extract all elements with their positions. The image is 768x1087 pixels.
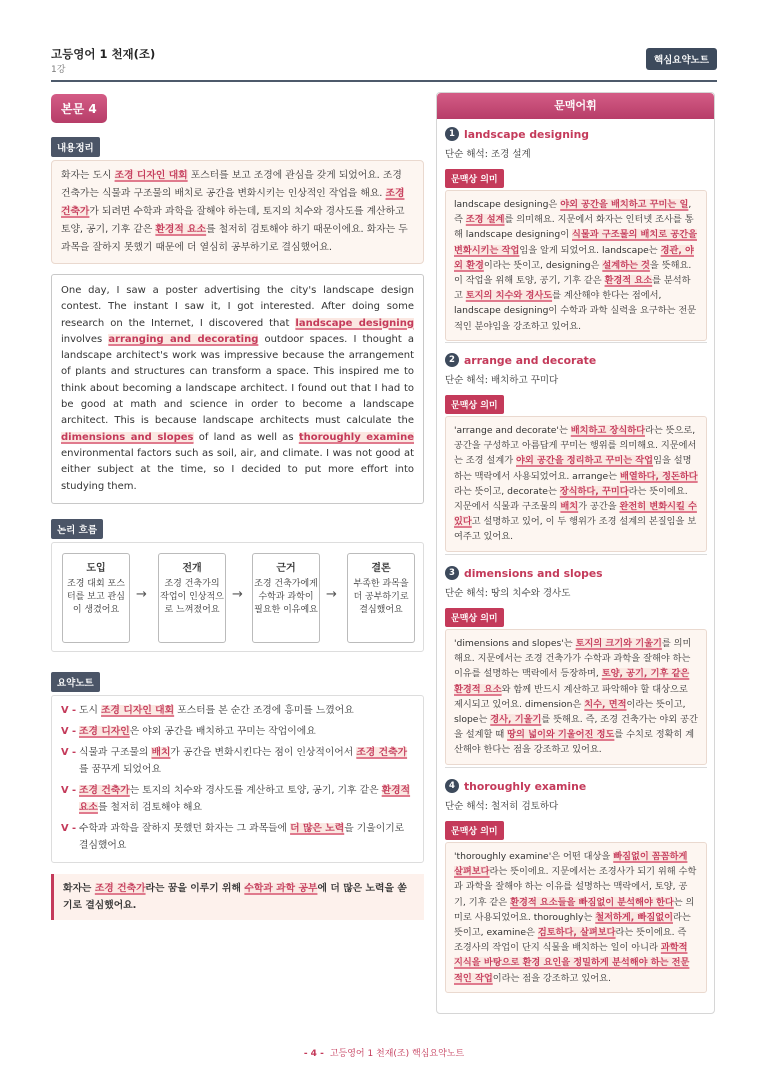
highlighted-phrase: 땅의 넓이와 기울어진 정도 (507, 729, 615, 741)
flow-step-intro (62, 553, 130, 643)
vocab-entry (445, 127, 707, 341)
flow-step-desc: 조경 대회 포스터를 보고 관심이 생겼어요 (67, 578, 125, 615)
highlighted-phrase: 설계하는 것 (602, 259, 650, 271)
text-segment: 에 더 많은 노력을 쏟기로 결심했어요. (63, 882, 407, 911)
arrow-right-icon: → (136, 586, 147, 602)
highlighted-phrase: 환경적 요소 (604, 275, 653, 287)
vocab-number: 3 (445, 566, 459, 580)
highlighted-phrase: 조경 건축가 (79, 784, 130, 796)
summary-notes (51, 695, 424, 863)
highlighted-phrase: 더 많은 노력 (290, 822, 345, 834)
context-meaning-text (454, 851, 696, 984)
highlighted-phrase: 장식하다, 꾸미다 (559, 485, 629, 497)
text-segment: , 즉 (454, 199, 692, 226)
context-meaning-text (454, 425, 698, 542)
conclusion-box (51, 874, 424, 920)
vocab-divider (445, 767, 707, 768)
text-segment: 를 의미해요. 지문에서 화자는 인터넷 조사를 통해 landscape designing이 (454, 214, 694, 241)
note-item (61, 723, 414, 740)
text-segment: 를 철저히 검토해야 하기 때문이에요. 화자는 두 과목을 잘하지 못했기 때문에 더 열심히 공부하기로 결심했어요. (61, 224, 408, 253)
highlighted-phrase: 수학과 과학 공부 (244, 882, 318, 894)
highlighted-phrase: 배치 (560, 501, 579, 513)
text-segment: 이라는 뜻이고, designing은 (483, 259, 603, 271)
highlighted-phrase: 배열하다, 정돈하다 (619, 470, 698, 482)
highlighted-phrase: 조경 건축가 (94, 882, 146, 894)
text-segment: 라는 뜻으로, 공간을 구성하고 아름답게 꾸미는 행위를 의미해요. 지문에서는 조경 설계가 (454, 425, 697, 467)
highlighted-phrase: 경관, 야외 환경 (454, 244, 694, 271)
header-divider (51, 80, 717, 82)
arrow-right-icon: → (326, 586, 337, 602)
summary-text (61, 170, 408, 253)
highlighted-phrase: 경사, 기울기 (490, 714, 542, 726)
text-segment: 이라는 뜻이고, slope는 (454, 698, 686, 726)
text-segment: 포스터를 보고 조경에 관심을 갖게 되었어요. 조경 건축가는 식물과 구조물의 배치로 공간을 변화시키는 인상적인 작업을 해요. (61, 170, 402, 199)
highlighted-phrase: 토지의 치수와 경사도 (465, 290, 553, 302)
check-marker: V - (61, 725, 77, 737)
highlighted-phrase: 조경 설계 (465, 214, 505, 226)
vocab-term: dimensions and slopes (464, 566, 603, 580)
flow-tag: 논리 흐름 (51, 519, 103, 539)
highlighted-phrase: 치수, 면적 (584, 698, 627, 710)
text-segment: of land as well as (193, 431, 299, 443)
flow-step-desc: 조경 건축가에게 수학과 과학이 필요한 이유예요 (254, 578, 318, 615)
vocab-entry (445, 353, 707, 552)
highlighted-phrase: 과학적 지식을 바탕으로 환경 요인을 정밀하게 분석해야 하는 전문적인 작업 (454, 942, 690, 984)
english-passage (51, 274, 424, 504)
highlighted-phrase: 조경 디자인 대회 (114, 170, 188, 181)
context-meaning-text (454, 199, 697, 332)
check-marker: V - (61, 746, 77, 758)
text-segment: involves (61, 333, 109, 345)
check-marker: V - (61, 784, 77, 796)
flow-step-title: 근거 (276, 562, 296, 574)
highlighted-phrase: thoroughly examine (298, 431, 415, 443)
vocab-term: thoroughly examine (464, 779, 587, 793)
context-meaning-tag: 문맥상 의미 (445, 169, 504, 188)
document-title: 고등영어 1 천재(조) (51, 47, 156, 61)
text-segment: 를 수치로 정확히 계산해야 한다는 점을 강조하고 있어요. (454, 729, 695, 756)
highlighted-phrase: 빠짐없이 꼼꼼하게 살펴보다 (454, 851, 688, 878)
text-segment: 는 토지의 치수와 경사도를 계산하고 토양, 공기, 기후 같은 (129, 784, 382, 796)
vocab-number: 2 (445, 353, 459, 367)
lesson-label: 1강 (51, 65, 66, 75)
context-meaning-text (454, 638, 698, 755)
highlighted-phrase: 야외 공간을 배치하고 꾸미는 일 (560, 199, 689, 210)
text-segment: 고 설명하고 있어, 이 두 행위가 조경 설계의 본질임을 보여주고 있어요. (454, 516, 697, 543)
text-segment: 와 함께 반드시 계산하고 파악해야 할 대상으로 제시되고 있어요. dimension은 (454, 683, 688, 710)
vocab-simple-meaning: 단순 해석: 땅의 치수와 경사도 (445, 588, 571, 599)
text-segment: 를 의미해요. 지문에서는 조경 건축가가 수학과 과학을 잘해야 하는 이유를 설명하는 맥락에서 등장하며, (454, 638, 692, 680)
flow-step-conclusion (347, 553, 415, 643)
note-text (79, 723, 414, 740)
flow-step-development (158, 553, 226, 643)
vocab-term: arrange and decorate (464, 353, 597, 367)
conclusion-text (63, 883, 407, 911)
vocab-term: landscape designing (464, 127, 590, 141)
text-segment: One day, I saw a poster advertising the city's landscape design contest. The instant I saw it, I got interested. After doing some research on the Internet, I discovered that (61, 285, 414, 329)
context-meaning-box (445, 629, 707, 765)
vocab-simple-meaning: 단순 해석: 배치하고 꾸미다 (445, 375, 559, 386)
text-segment: 라는 뜻이고, decorate는 (454, 485, 560, 497)
highlighted-phrase: arranging and decorating (108, 333, 259, 345)
arrow-right-icon: → (232, 586, 243, 602)
text-segment: 수학과 과학을 잘하지 못했던 화자는 그 과목들에 (79, 822, 291, 834)
text-segment: 임을 알게 되었어요. landscape는 (519, 244, 661, 256)
note-item (61, 702, 414, 719)
text-segment: 'dimensions and slopes'는 (454, 638, 576, 649)
text-segment: 는 의미로 사용되었어요. thoroughly는 (454, 896, 695, 923)
text-segment: 화자는 도시 (61, 170, 115, 181)
text-segment: 가 공간을 (578, 501, 620, 513)
section-title: 본문 4 (51, 94, 107, 123)
text-segment: 은 야외 공간을 배치하고 꾸미는 작업이에요 (129, 725, 316, 737)
note-text (79, 820, 414, 854)
flow-step-title: 전개 (182, 562, 202, 574)
vocab-entry (445, 566, 707, 765)
page-footer (0, 1046, 768, 1059)
text-segment: 라는 뜻이에요. 즉 조경사의 작업이 단지 식물을 배치하는 일이 아니라 (454, 927, 687, 954)
text-segment: 을 뜻해요. 이 작업을 위해 토양, 공기, 기후 같은 (454, 259, 692, 287)
context-meaning-tag: 문맥상 의미 (445, 395, 504, 414)
highlighted-phrase: 조경 건축가 (356, 746, 408, 758)
text-segment: outdoor spaces. I thought a landscape architect's work was impressive because the arrangement of plants and structures can transform a space. This inspired me to think about becoming a landscape architect. I found out that I had to be good at math and science in order to become a landscape architect. This is because landscape architects must calculate the (61, 333, 415, 427)
text-segment: 포스터를 본 순간 조경에 흥미를 느꼈어요 (174, 704, 354, 716)
highlighted-phrase: 배치 (151, 746, 171, 758)
vocab-entry (445, 779, 707, 993)
vocab-divider (445, 554, 707, 555)
flow-step-title: 도입 (86, 562, 106, 574)
vocab-divider (445, 342, 707, 343)
highlighted-phrase: 환경적 요소들을 빠짐없이 분석해야 한다 (510, 896, 674, 908)
flow-step-title: 결론 (371, 562, 391, 574)
page-number: - 4 - (303, 1049, 324, 1059)
text-segment: 를 뜻해요. 즉, 조경 건축가는 야외 공간을 설계할 때 (454, 714, 698, 741)
check-marker: V - (61, 822, 77, 834)
text-segment: 를 철저히 검토해야 해요 (97, 801, 202, 813)
highlighted-phrase: 조경 디자인 대회 (101, 704, 175, 716)
note-item (61, 782, 414, 816)
highlighted-phrase: 환경적 요소 (155, 224, 207, 235)
text-segment: 을 기울이기로 결심했어요 (79, 822, 405, 851)
context-meaning-tag: 문맥상 의미 (445, 608, 504, 627)
note-text (79, 702, 414, 719)
text-segment: 식물과 구조물의 (79, 746, 152, 758)
highlighted-phrase: 식물과 구조물의 배치로 공간을 변화시키는 작업 (454, 229, 697, 256)
flow-step-desc: 부족한 과목을 더 공부하기로 결심했어요 (353, 578, 409, 615)
highlighted-phrase: 검토하다, 살펴보다 (537, 927, 616, 939)
note-type-badge: 핵심요약노트 (646, 48, 717, 70)
highlighted-phrase: 환경적 요소 (79, 784, 411, 813)
highlighted-phrase: 토지의 크기와 기울기 (575, 638, 662, 649)
text-segment: 를 계산해야 한다는 점에서, landscape designing이 수학과 과학 실력을 요구하는 전문적인 분야임을 강조하고 있어요. (454, 290, 697, 332)
vocab-panel-title: 문맥어휘 (437, 93, 714, 119)
highlighted-phrase: 완전히 변화시킬 수 있다 (454, 501, 697, 528)
highlighted-phrase: 철저하게, 빠짐없이 (595, 911, 673, 923)
text-segment: 이라는 점을 강조하고 있어요. (492, 972, 611, 984)
logic-flow (51, 542, 424, 652)
vocab-number: 1 (445, 127, 459, 141)
highlighted-phrase: 배치하고 장식하다 (570, 425, 645, 436)
summary-tag: 내용정리 (51, 137, 100, 157)
text-segment: 도시 (79, 704, 102, 716)
text-segment: 라는 뜻이에요. 지문에서 식물과 구조물의 (454, 485, 688, 513)
content-summary (51, 160, 424, 264)
note-text (79, 782, 414, 816)
text-segment: 'arrange and decorate'는 (454, 425, 571, 436)
text-segment: 라는 뜻이고, examine은 (454, 911, 691, 939)
vocab-simple-meaning: 단순 해석: 조경 설계 (445, 149, 531, 160)
text-segment: 를 분석하고 (454, 275, 691, 302)
text-segment: 가 공간을 변화시킨다는 점이 인상적이어서 (170, 746, 357, 758)
passage-text (61, 285, 414, 492)
text-segment: 화자는 (63, 882, 95, 894)
text-segment: 가 되려면 수학과 과학을 잘해야 하는데, 토지의 치수와 경사도를 계산하고 토양, 공기, 기후 같은 (61, 206, 405, 235)
highlighted-phrase: landscape designing (295, 317, 414, 329)
text-segment: 라는 꿈을 이루기 위해 (145, 882, 245, 894)
vocab-simple-meaning: 단순 해석: 철저히 검토하다 (445, 801, 559, 812)
note-item (61, 744, 414, 778)
text-segment: environmental factors such as soil, air, and climate. I was not good at either subject at the time, so I decided to put more effort into studying them. (61, 447, 414, 492)
text-segment: 라는 뜻이에요. 지문에서는 조경사가 되기 위해 수학과 과학을 잘해야 하는 이유를 설명하는 맥락에서, 토양, 공기, 기후 같은 (454, 866, 697, 908)
vocab-number: 4 (445, 779, 459, 793)
note-tag: 요약노트 (51, 672, 100, 692)
highlighted-phrase: 조경 디자인 (79, 725, 130, 737)
flow-step-desc: 조경 건축가의 작업이 인상적으로 느껴졌어요 (160, 578, 224, 615)
context-meaning-box (445, 190, 707, 341)
text-segment: 'thoroughly examine'은 어떤 대상을 (454, 851, 614, 862)
highlighted-phrase: 조경 건축가 (61, 188, 405, 217)
left-column (51, 92, 424, 920)
highlighted-phrase: dimensions and slopes (61, 431, 194, 443)
note-item (61, 820, 414, 854)
context-meaning-box (445, 416, 707, 552)
flow-step-reason (252, 553, 320, 643)
context-vocab-panel (436, 92, 715, 1014)
highlighted-phrase: 야외 공간을 정리하고 꾸미는 작업 (516, 455, 654, 467)
note-text (79, 744, 414, 778)
context-meaning-tag: 문맥상 의미 (445, 821, 504, 840)
text-segment: 를 꿈꾸게 되었어요 (79, 763, 161, 775)
highlighted-phrase: 토양, 공기, 기후 같은 환경적 요소 (454, 668, 690, 695)
footer-text: 고등영어 1 천재(조) 핵심요약노트 (329, 1049, 465, 1059)
context-meaning-box (445, 842, 707, 993)
text-segment: landscape designing은 (454, 199, 561, 210)
check-marker: V - (61, 704, 77, 716)
text-segment: 임을 설명하는 맥락에서 사용되었어요. arrange는 (454, 455, 692, 482)
